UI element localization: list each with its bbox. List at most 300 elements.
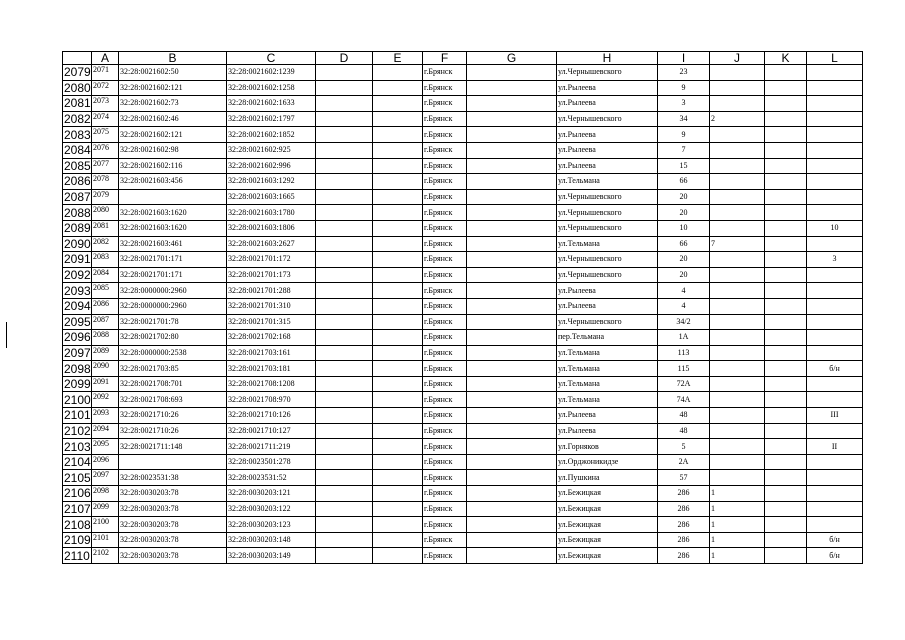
cell-row-number[interactable]: 2091 — [64, 252, 91, 267]
cell-row-number[interactable]: 2102 — [64, 423, 91, 438]
cell-col-g[interactable] — [467, 252, 557, 268]
cell-col-g[interactable] — [467, 532, 557, 548]
cell-col-h[interactable]: ул.Рылеева — [557, 127, 658, 143]
cell-col-b[interactable]: 32:28:0021603:461 — [119, 236, 227, 252]
cell-col-k[interactable] — [765, 205, 807, 221]
cell-col-a[interactable]: 2093 — [92, 408, 119, 424]
cell-col-i[interactable]: 7 — [658, 142, 710, 158]
cell-col-b[interactable] — [119, 189, 227, 205]
cell-col-h[interactable]: ул.Чернышевского — [557, 189, 658, 205]
cell-col-c[interactable]: 32:28:0021701:172 — [227, 252, 316, 268]
cell-col-l[interactable] — [807, 65, 863, 81]
cell-row-number[interactable]: 2107 — [64, 501, 91, 516]
cell-col-c[interactable]: 32:28:0021702:168 — [227, 330, 316, 346]
cell-col-f[interactable]: г.Брянск — [423, 361, 467, 377]
cell-col-k[interactable] — [765, 361, 807, 377]
cell-col-k[interactable] — [765, 111, 807, 127]
cell-col-j[interactable] — [710, 189, 765, 205]
cell-col-c[interactable]: 32:28:0030203:122 — [227, 501, 316, 517]
cell-col-k[interactable] — [765, 252, 807, 268]
cell-col-a[interactable]: 2073 — [92, 96, 119, 112]
cell-col-c[interactable]: 32:28:0023501:278 — [227, 454, 316, 470]
cell-col-a[interactable]: 2088 — [92, 330, 119, 346]
cell-col-h[interactable]: ул.Тельмана — [557, 392, 658, 408]
cell-col-e[interactable] — [373, 392, 423, 408]
cell-col-c[interactable]: 32:28:0023531:52 — [227, 470, 316, 486]
cell-row-number[interactable]: 2097 — [64, 345, 91, 360]
cell-col-a[interactable]: 2095 — [92, 439, 119, 455]
cell-col-h[interactable]: ул.Бежицкая — [557, 517, 658, 533]
cell-col-g[interactable] — [467, 408, 557, 424]
cell-col-i[interactable]: 5 — [658, 439, 710, 455]
cell-row-number[interactable]: 2105 — [64, 470, 91, 485]
cell-col-f[interactable]: г.Брянск — [423, 548, 467, 564]
cell-col-j[interactable] — [710, 205, 765, 221]
cell-col-f[interactable]: г.Брянск — [423, 252, 467, 268]
cell-col-a[interactable]: 2091 — [92, 376, 119, 392]
cell-col-e[interactable] — [373, 408, 423, 424]
cell-col-a[interactable]: 2092 — [92, 392, 119, 408]
cell-col-g[interactable] — [467, 454, 557, 470]
cell-col-i[interactable]: 34 — [658, 111, 710, 127]
cell-col-b[interactable]: 32:28:0021602:73 — [119, 96, 227, 112]
cell-col-h[interactable]: ул.Чернышевского — [557, 65, 658, 81]
cell-col-l[interactable]: 10 — [807, 220, 863, 236]
cell-col-a[interactable]: 2090 — [92, 361, 119, 377]
cell-col-l[interactable] — [807, 454, 863, 470]
cell-col-a[interactable]: 2085 — [92, 283, 119, 299]
cell-col-e[interactable] — [373, 111, 423, 127]
cell-col-c[interactable]: 32:28:0021701:173 — [227, 267, 316, 283]
cell-col-g[interactable] — [467, 314, 557, 330]
cell-col-l[interactable]: б/н — [807, 532, 863, 548]
cell-col-d[interactable] — [316, 267, 373, 283]
cell-col-l[interactable] — [807, 376, 863, 392]
cell-col-h[interactable]: ул.Рылеева — [557, 80, 658, 96]
cell-col-e[interactable] — [373, 127, 423, 143]
cell-col-c[interactable]: 32:28:0021603:1665 — [227, 189, 316, 205]
cell-col-k[interactable] — [765, 439, 807, 455]
cell-col-e[interactable] — [373, 158, 423, 174]
cell-col-h[interactable]: ул.Бежицкая — [557, 486, 658, 502]
cell-col-b[interactable]: 32:28:0000000:2960 — [119, 283, 227, 299]
cell-col-j[interactable]: 1 — [710, 548, 765, 564]
cell-col-d[interactable] — [316, 283, 373, 299]
cell-col-i[interactable]: 15 — [658, 158, 710, 174]
cell-row-number[interactable]: 2096 — [64, 330, 91, 345]
cell-col-i[interactable]: 48 — [658, 408, 710, 424]
cell-col-l[interactable] — [807, 236, 863, 252]
cell-col-j[interactable] — [710, 174, 765, 190]
cell-col-k[interactable] — [765, 283, 807, 299]
cell-col-j[interactable]: 1 — [710, 532, 765, 548]
cell-col-j[interactable] — [710, 376, 765, 392]
cell-col-e[interactable] — [373, 501, 423, 517]
cell-col-a[interactable]: 2082 — [92, 236, 119, 252]
cell-col-c[interactable]: 32:28:0021703:161 — [227, 345, 316, 361]
cell-col-h[interactable]: ул.Чернышевского — [557, 314, 658, 330]
cell-col-f[interactable]: г.Брянск — [423, 158, 467, 174]
cell-col-g[interactable] — [467, 205, 557, 221]
cell-col-k[interactable] — [765, 345, 807, 361]
cell-col-e[interactable] — [373, 330, 423, 346]
cell-col-j[interactable] — [710, 345, 765, 361]
cell-col-d[interactable] — [316, 345, 373, 361]
cell-col-c[interactable]: 32:28:0021602:1239 — [227, 65, 316, 81]
cell-col-e[interactable] — [373, 298, 423, 314]
cell-col-d[interactable] — [316, 361, 373, 377]
cell-col-h[interactable]: ул.Чернышевского — [557, 111, 658, 127]
cell-col-i[interactable]: 4 — [658, 298, 710, 314]
cell-row-number[interactable]: 2081 — [64, 96, 91, 111]
cell-col-f[interactable]: г.Брянск — [423, 501, 467, 517]
cell-col-d[interactable] — [316, 392, 373, 408]
cell-col-d[interactable] — [316, 470, 373, 486]
cell-col-b[interactable]: 32:28:0000000:2538 — [119, 345, 227, 361]
cell-col-e[interactable] — [373, 361, 423, 377]
cell-col-d[interactable] — [316, 189, 373, 205]
cell-col-c[interactable]: 32:28:0021701:288 — [227, 283, 316, 299]
cell-col-i[interactable]: 3 — [658, 96, 710, 112]
cell-col-c[interactable]: 32:28:0021708:970 — [227, 392, 316, 408]
cell-col-i[interactable]: 286 — [658, 486, 710, 502]
cell-col-k[interactable] — [765, 80, 807, 96]
cell-col-k[interactable] — [765, 423, 807, 439]
cell-col-i[interactable]: 57 — [658, 470, 710, 486]
cell-col-b[interactable]: 32:28:0021710:26 — [119, 408, 227, 424]
cell-row-number[interactable]: 2095 — [64, 314, 91, 329]
cell-col-b[interactable]: 32:28:0021702:80 — [119, 330, 227, 346]
cell-col-a[interactable]: 2102 — [92, 548, 119, 564]
cell-col-f[interactable]: г.Брянск — [423, 111, 467, 127]
cell-col-i[interactable]: 286 — [658, 517, 710, 533]
cell-col-j[interactable] — [710, 80, 765, 96]
cell-col-g[interactable] — [467, 361, 557, 377]
cell-col-g[interactable] — [467, 392, 557, 408]
cell-col-b[interactable]: 32:28:0021701:171 — [119, 252, 227, 268]
cell-col-l[interactable]: II — [807, 439, 863, 455]
cell-col-e[interactable] — [373, 96, 423, 112]
cell-col-h[interactable]: ул.Рылеева — [557, 96, 658, 112]
cell-col-h[interactable]: ул.Рылеева — [557, 158, 658, 174]
cell-col-d[interactable] — [316, 501, 373, 517]
cell-col-i[interactable]: 48 — [658, 423, 710, 439]
cell-col-b[interactable]: 32:28:0021602:116 — [119, 158, 227, 174]
cell-col-k[interactable] — [765, 548, 807, 564]
cell-col-e[interactable] — [373, 423, 423, 439]
cell-col-c[interactable]: 32:28:0030203:148 — [227, 532, 316, 548]
cell-col-a[interactable]: 2081 — [92, 220, 119, 236]
cell-col-g[interactable] — [467, 80, 557, 96]
cell-col-l[interactable] — [807, 174, 863, 190]
cell-col-f[interactable]: г.Брянск — [423, 283, 467, 299]
cell-col-b[interactable] — [119, 454, 227, 470]
cell-col-k[interactable] — [765, 454, 807, 470]
cell-col-h[interactable]: ул.Тельмана — [557, 236, 658, 252]
cell-col-c[interactable]: 32:28:0021710:127 — [227, 423, 316, 439]
cell-col-h[interactable]: ул.Горняков — [557, 439, 658, 455]
cell-col-d[interactable] — [316, 314, 373, 330]
cell-row-number[interactable]: 2103 — [64, 439, 91, 454]
cell-col-k[interactable] — [765, 127, 807, 143]
cell-col-g[interactable] — [467, 267, 557, 283]
cell-col-k[interactable] — [765, 220, 807, 236]
cell-col-b[interactable]: 32:28:0021602:121 — [119, 80, 227, 96]
cell-col-f[interactable]: г.Брянск — [423, 142, 467, 158]
cell-col-f[interactable]: г.Брянск — [423, 517, 467, 533]
cell-row-number[interactable]: 2093 — [64, 283, 91, 298]
cell-col-f[interactable]: г.Брянск — [423, 205, 467, 221]
cell-col-e[interactable] — [373, 142, 423, 158]
cell-col-i[interactable]: 113 — [658, 345, 710, 361]
cell-col-j[interactable] — [710, 314, 765, 330]
cell-col-e[interactable] — [373, 314, 423, 330]
cell-col-c[interactable]: 32:28:0021701:310 — [227, 298, 316, 314]
cell-row-number[interactable]: 2088 — [64, 205, 91, 220]
cell-col-j[interactable] — [710, 252, 765, 268]
cell-col-c[interactable]: 32:28:0021602:1258 — [227, 80, 316, 96]
cell-col-l[interactable] — [807, 330, 863, 346]
cell-col-k[interactable] — [765, 392, 807, 408]
cell-col-f[interactable]: г.Брянск — [423, 314, 467, 330]
cell-col-k[interactable] — [765, 96, 807, 112]
cell-col-i[interactable]: 34/2 — [658, 314, 710, 330]
cell-row-number[interactable]: 2109 — [64, 533, 91, 548]
cell-col-i[interactable]: 2А — [658, 454, 710, 470]
cell-col-g[interactable] — [467, 298, 557, 314]
cell-col-e[interactable] — [373, 454, 423, 470]
cell-col-j[interactable] — [710, 454, 765, 470]
cell-col-h[interactable]: ул.Рылеева — [557, 142, 658, 158]
cell-col-e[interactable] — [373, 205, 423, 221]
cell-col-h[interactable]: ул.Пушкина — [557, 470, 658, 486]
cell-row-number[interactable]: 2099 — [64, 377, 91, 392]
cell-col-b[interactable]: 32:28:0021603:1620 — [119, 205, 227, 221]
cell-col-i[interactable]: 286 — [658, 548, 710, 564]
cell-col-a[interactable]: 2087 — [92, 314, 119, 330]
cell-col-h[interactable]: ул.Чернышевского — [557, 220, 658, 236]
cell-col-h[interactable]: ул.Рылеева — [557, 283, 658, 299]
cell-col-h[interactable]: ул.Рылеева — [557, 298, 658, 314]
cell-col-a[interactable]: 2101 — [92, 532, 119, 548]
cell-col-f[interactable]: г.Брянск — [423, 439, 467, 455]
cell-col-i[interactable]: 10 — [658, 220, 710, 236]
cell-col-e[interactable] — [373, 267, 423, 283]
cell-col-i[interactable]: 23 — [658, 65, 710, 81]
cell-col-k[interactable] — [765, 532, 807, 548]
cell-col-k[interactable] — [765, 298, 807, 314]
cell-col-g[interactable] — [467, 376, 557, 392]
cell-col-d[interactable] — [316, 142, 373, 158]
cell-col-i[interactable]: 72А — [658, 376, 710, 392]
cell-row-number[interactable]: 2079 — [64, 65, 91, 80]
cell-col-d[interactable] — [316, 236, 373, 252]
cell-row-number[interactable]: 2108 — [64, 517, 91, 532]
cell-col-b[interactable]: 32:28:0021708:693 — [119, 392, 227, 408]
cell-col-b[interactable]: 32:28:0021602:50 — [119, 65, 227, 81]
cell-col-d[interactable] — [316, 548, 373, 564]
cell-col-f[interactable]: г.Брянск — [423, 220, 467, 236]
cell-col-b[interactable]: 32:28:0021602:121 — [119, 127, 227, 143]
cell-row-number[interactable]: 2106 — [64, 486, 91, 501]
cell-col-k[interactable] — [765, 189, 807, 205]
cell-col-c[interactable]: 32:28:0021711:219 — [227, 439, 316, 455]
cell-col-d[interactable] — [316, 454, 373, 470]
cell-col-e[interactable] — [373, 517, 423, 533]
cell-col-g[interactable] — [467, 111, 557, 127]
cell-col-l[interactable] — [807, 283, 863, 299]
cell-col-f[interactable]: г.Брянск — [423, 345, 467, 361]
cell-col-a[interactable]: 2100 — [92, 517, 119, 533]
cell-col-l[interactable] — [807, 111, 863, 127]
cell-col-a[interactable]: 2089 — [92, 345, 119, 361]
cell-col-k[interactable] — [765, 376, 807, 392]
cell-col-f[interactable]: г.Брянск — [423, 532, 467, 548]
cell-row-number[interactable]: 2080 — [64, 80, 91, 95]
cell-col-f[interactable]: г.Брянск — [423, 127, 467, 143]
cell-col-i[interactable]: 20 — [658, 267, 710, 283]
cell-col-l[interactable] — [807, 80, 863, 96]
cell-row-number[interactable]: 2101 — [64, 408, 91, 423]
cell-col-f[interactable]: г.Брянск — [423, 267, 467, 283]
cell-col-k[interactable] — [765, 65, 807, 81]
cell-col-i[interactable]: 66 — [658, 236, 710, 252]
cell-col-b[interactable]: 32:28:0030203:78 — [119, 486, 227, 502]
cell-col-i[interactable]: 1А — [658, 330, 710, 346]
cell-col-h[interactable]: ул.Тельмана — [557, 376, 658, 392]
cell-col-d[interactable] — [316, 252, 373, 268]
cell-col-f[interactable]: г.Брянск — [423, 330, 467, 346]
cell-col-e[interactable] — [373, 283, 423, 299]
cell-col-b[interactable]: 32:28:0030203:78 — [119, 517, 227, 533]
cell-col-d[interactable] — [316, 80, 373, 96]
cell-col-c[interactable]: 32:28:0021703:181 — [227, 361, 316, 377]
cell-col-g[interactable] — [467, 142, 557, 158]
cell-col-d[interactable] — [316, 532, 373, 548]
cell-col-k[interactable] — [765, 501, 807, 517]
cell-col-l[interactable]: б/н — [807, 548, 863, 564]
cell-row-number[interactable]: 2082 — [64, 112, 91, 127]
cell-col-d[interactable] — [316, 111, 373, 127]
cell-col-l[interactable] — [807, 501, 863, 517]
cell-col-d[interactable] — [316, 376, 373, 392]
cell-col-b[interactable]: 32:28:0030203:78 — [119, 548, 227, 564]
cell-col-f[interactable]: г.Брянск — [423, 423, 467, 439]
cell-col-l[interactable]: 3 — [807, 252, 863, 268]
cell-col-c[interactable]: 32:28:0030203:149 — [227, 548, 316, 564]
cell-col-i[interactable]: 286 — [658, 501, 710, 517]
cell-col-f[interactable]: г.Брянск — [423, 392, 467, 408]
cell-col-f[interactable]: г.Брянск — [423, 486, 467, 502]
cell-col-j[interactable] — [710, 330, 765, 346]
cell-col-c[interactable]: 32:28:0030203:123 — [227, 517, 316, 533]
cell-col-c[interactable]: 32:28:0021603:1292 — [227, 174, 316, 190]
cell-col-k[interactable] — [765, 158, 807, 174]
cell-col-f[interactable]: г.Брянск — [423, 376, 467, 392]
cell-col-l[interactable] — [807, 267, 863, 283]
cell-col-l[interactable] — [807, 423, 863, 439]
cell-col-a[interactable]: 2094 — [92, 423, 119, 439]
cell-col-d[interactable] — [316, 205, 373, 221]
cell-col-h[interactable]: ул.Орджоникидзе — [557, 454, 658, 470]
cell-col-l[interactable] — [807, 392, 863, 408]
cell-col-l[interactable] — [807, 127, 863, 143]
cell-col-l[interactable] — [807, 345, 863, 361]
cell-col-j[interactable] — [710, 439, 765, 455]
cell-col-d[interactable] — [316, 439, 373, 455]
cell-col-b[interactable]: 32:28:0021701:171 — [119, 267, 227, 283]
cell-col-i[interactable]: 66 — [658, 174, 710, 190]
cell-col-b[interactable]: 32:28:0021701:78 — [119, 314, 227, 330]
cell-col-j[interactable]: 7 — [710, 236, 765, 252]
cell-col-a[interactable]: 2086 — [92, 298, 119, 314]
cell-col-g[interactable] — [467, 439, 557, 455]
cell-col-g[interactable] — [467, 548, 557, 564]
cell-col-b[interactable]: 32:28:0000000:2960 — [119, 298, 227, 314]
cell-col-c[interactable]: 32:28:0021602:1852 — [227, 127, 316, 143]
cell-col-g[interactable] — [467, 423, 557, 439]
cell-col-c[interactable]: 32:28:0021602:996 — [227, 158, 316, 174]
cell-col-a[interactable]: 2075 — [92, 127, 119, 143]
cell-col-i[interactable]: 20 — [658, 252, 710, 268]
cell-col-h[interactable]: ул.Чернышевского — [557, 205, 658, 221]
cell-col-l[interactable] — [807, 314, 863, 330]
cell-col-d[interactable] — [316, 220, 373, 236]
cell-col-i[interactable]: 9 — [658, 80, 710, 96]
cell-col-g[interactable] — [467, 517, 557, 533]
cell-col-j[interactable] — [710, 127, 765, 143]
cell-col-a[interactable]: 2077 — [92, 158, 119, 174]
cell-col-l[interactable] — [807, 298, 863, 314]
cell-col-l[interactable] — [807, 486, 863, 502]
cell-col-a[interactable]: 2076 — [92, 142, 119, 158]
cell-col-e[interactable] — [373, 486, 423, 502]
cell-col-c[interactable]: 32:28:0021710:126 — [227, 408, 316, 424]
cell-col-g[interactable] — [467, 236, 557, 252]
cell-col-l[interactable]: III — [807, 408, 863, 424]
cell-col-b[interactable]: 32:28:0021602:98 — [119, 142, 227, 158]
cell-col-e[interactable] — [373, 236, 423, 252]
cell-col-i[interactable]: 4 — [658, 283, 710, 299]
cell-col-j[interactable] — [710, 283, 765, 299]
cell-col-e[interactable] — [373, 470, 423, 486]
cell-col-l[interactable] — [807, 142, 863, 158]
cell-col-f[interactable]: г.Брянск — [423, 65, 467, 81]
cell-col-h[interactable]: ул.Чернышевского — [557, 267, 658, 283]
cell-col-j[interactable] — [710, 158, 765, 174]
cell-col-h[interactable]: ул.Тельмана — [557, 361, 658, 377]
cell-col-c[interactable]: 32:28:0021603:1806 — [227, 220, 316, 236]
cell-row-number[interactable]: 2092 — [64, 268, 91, 283]
cell-col-f[interactable]: г.Брянск — [423, 298, 467, 314]
cell-col-h[interactable]: ул.Тельмана — [557, 174, 658, 190]
cell-col-f[interactable]: г.Брянск — [423, 174, 467, 190]
cell-col-a[interactable]: 2083 — [92, 252, 119, 268]
cell-col-j[interactable] — [710, 267, 765, 283]
cell-col-b[interactable]: 32:28:0030203:78 — [119, 501, 227, 517]
cell-col-h[interactable]: ул.Чернышевского — [557, 252, 658, 268]
cell-col-d[interactable] — [316, 517, 373, 533]
cell-col-l[interactable] — [807, 96, 863, 112]
cell-col-b[interactable]: 32:28:0021603:1620 — [119, 220, 227, 236]
cell-row-number[interactable]: 2084 — [64, 143, 91, 158]
cell-row-number[interactable]: 2089 — [64, 221, 91, 236]
cell-col-d[interactable] — [316, 423, 373, 439]
cell-col-g[interactable] — [467, 330, 557, 346]
cell-col-j[interactable] — [710, 65, 765, 81]
cell-row-number[interactable]: 2110 — [64, 548, 90, 563]
cell-col-h[interactable]: ул.Тельмана — [557, 345, 658, 361]
